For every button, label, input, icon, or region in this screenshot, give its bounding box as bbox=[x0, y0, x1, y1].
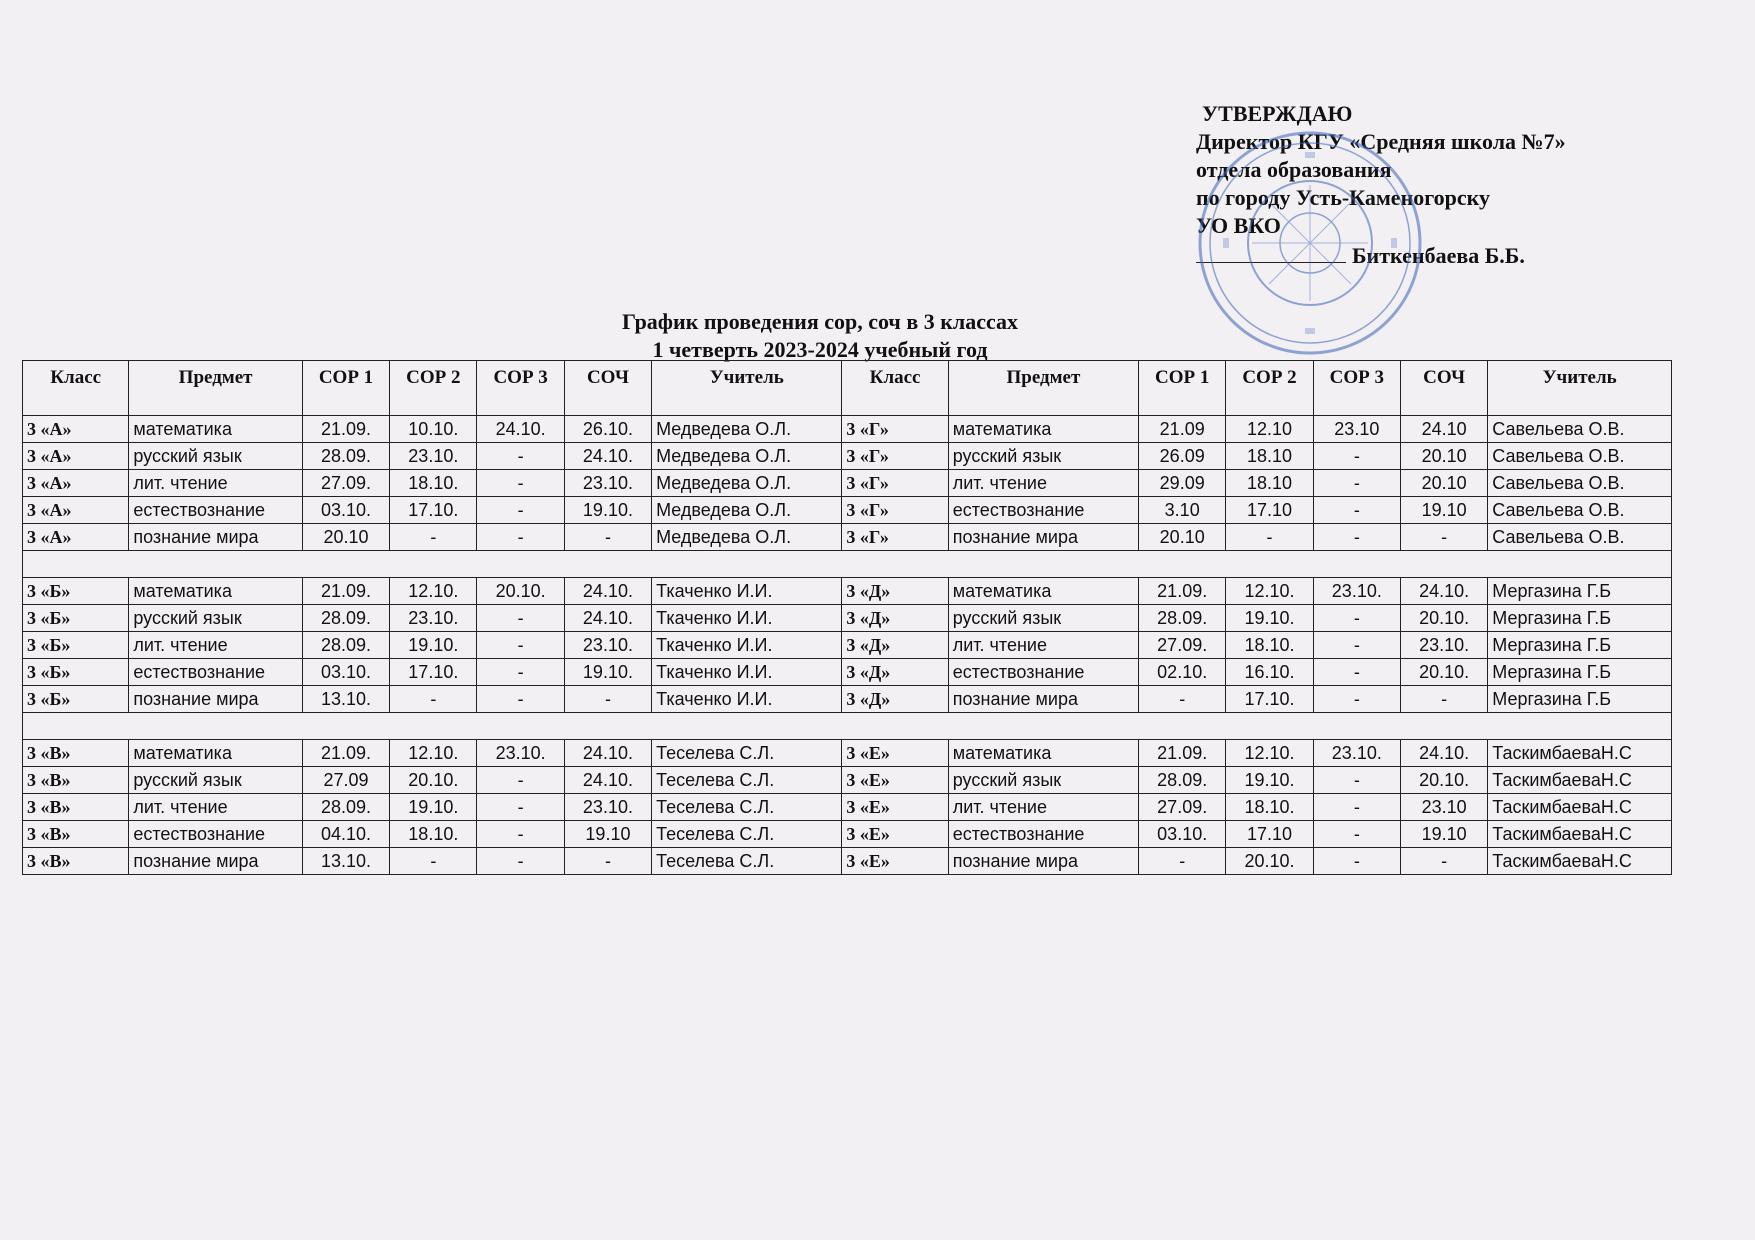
class-cell: 3 «В» bbox=[23, 767, 129, 794]
soch-cell: 24.10. bbox=[1400, 578, 1487, 605]
class-cell: 3 «В» bbox=[23, 794, 129, 821]
teacher-cell: Ткаченко И.И. bbox=[652, 659, 842, 686]
teacher-cell: ТаскимбаеваН.С bbox=[1488, 848, 1672, 875]
sor3-cell: - bbox=[477, 632, 564, 659]
soch-cell: 20.10. bbox=[1400, 605, 1487, 632]
subject-cell: математика bbox=[129, 578, 303, 605]
teacher-cell: Медведева О.Л. bbox=[652, 497, 842, 524]
table-row bbox=[23, 497, 1672, 524]
header-soch-left: СОЧ bbox=[564, 361, 651, 416]
table-row bbox=[23, 470, 1672, 497]
class-cell: 3 «А» bbox=[23, 524, 129, 551]
soch-cell: - bbox=[564, 686, 651, 713]
teacher-cell: Савельева О.В. bbox=[1488, 470, 1672, 497]
class-cell: 3 «В» bbox=[23, 740, 129, 767]
table-row bbox=[23, 794, 1672, 821]
class-cell: 3 «А» bbox=[23, 497, 129, 524]
subject-cell: познание мира bbox=[129, 686, 303, 713]
title-line-1: График проведения сор, соч в 3 классах bbox=[621, 309, 1019, 334]
sor1-cell: 13.10. bbox=[302, 848, 389, 875]
teacher-cell: Савельева О.В. bbox=[1488, 524, 1672, 551]
subject-cell: естествознание bbox=[948, 497, 1138, 524]
soch-cell: 23.10. bbox=[564, 794, 651, 821]
class-cell: 3 «Д» bbox=[842, 686, 948, 713]
sor1-cell: 02.10. bbox=[1139, 659, 1226, 686]
sor3-cell: - bbox=[1313, 605, 1400, 632]
subject-cell: естествознание bbox=[948, 821, 1138, 848]
approval-line-uo: УО ВКО bbox=[1196, 213, 1281, 238]
table-row bbox=[23, 686, 1672, 713]
sor2-cell: 19.10. bbox=[390, 794, 477, 821]
soch-cell: - bbox=[1400, 848, 1487, 875]
teacher-cell: Ткаченко И.И. bbox=[652, 632, 842, 659]
sor2-cell: 18.10. bbox=[1226, 794, 1313, 821]
sor2-cell: 19.10. bbox=[1226, 767, 1313, 794]
subject-cell: лит. чтение bbox=[129, 470, 303, 497]
class-cell: 3 «Б» bbox=[23, 578, 129, 605]
subject-cell: естествознание bbox=[129, 497, 303, 524]
class-cell: 3 «А» bbox=[23, 443, 129, 470]
sor3-cell: - bbox=[1313, 632, 1400, 659]
subject-cell: лит. чтение bbox=[129, 632, 303, 659]
class-cell: 3 «Е» bbox=[842, 740, 948, 767]
subject-cell: естествознание bbox=[129, 821, 303, 848]
teacher-cell: Мергазина Г.Б bbox=[1488, 659, 1672, 686]
table-row bbox=[23, 578, 1672, 605]
sor1-cell: 21.09. bbox=[302, 740, 389, 767]
teacher-cell: Теселева С.Л. bbox=[652, 740, 842, 767]
soch-cell: 26.10. bbox=[564, 416, 651, 443]
teacher-cell: ТаскимбаеваН.С bbox=[1488, 740, 1672, 767]
class-cell: 3 «В» bbox=[23, 848, 129, 875]
teacher-cell: Медведева О.Л. bbox=[652, 470, 842, 497]
sor1-cell: 27.09 bbox=[302, 767, 389, 794]
sor3-cell: - bbox=[1313, 497, 1400, 524]
subject-cell: русский язык bbox=[129, 605, 303, 632]
sor3-cell: 23.10. bbox=[1313, 740, 1400, 767]
table-header-row bbox=[23, 361, 1672, 416]
subject-cell: лит. чтение bbox=[948, 632, 1138, 659]
sor2-cell: 10.10. bbox=[390, 416, 477, 443]
class-cell: 3 «Д» bbox=[842, 632, 948, 659]
class-cell: 3 «Г» bbox=[842, 416, 948, 443]
sor3-cell: - bbox=[477, 524, 564, 551]
sor3-cell: - bbox=[477, 443, 564, 470]
table-row bbox=[23, 443, 1672, 470]
sor1-cell: 21.09. bbox=[1139, 740, 1226, 767]
table-body bbox=[23, 416, 1672, 875]
class-cell: 3 «Е» bbox=[842, 794, 948, 821]
sor1-cell: - bbox=[1139, 848, 1226, 875]
sor1-cell: 20.10 bbox=[302, 524, 389, 551]
subject-cell: естествознание bbox=[948, 659, 1138, 686]
teacher-cell: Теселева С.Л. bbox=[652, 794, 842, 821]
sor1-cell: 03.10. bbox=[1139, 821, 1226, 848]
soch-cell: 24.10. bbox=[564, 767, 651, 794]
sor1-cell: 20.10 bbox=[1139, 524, 1226, 551]
sor3-cell: - bbox=[1313, 794, 1400, 821]
subject-cell: познание мира bbox=[948, 524, 1138, 551]
signatory-name: Биткенбаева Б.Б. bbox=[1352, 243, 1525, 268]
sor3-cell: - bbox=[477, 497, 564, 524]
soch-cell: 23.10. bbox=[564, 632, 651, 659]
sor2-cell: 12.10. bbox=[1226, 740, 1313, 767]
block-separator-row bbox=[23, 713, 1672, 740]
soch-cell: 24.10. bbox=[564, 605, 651, 632]
soch-cell: 20.10. bbox=[1400, 767, 1487, 794]
sor3-cell: - bbox=[1313, 686, 1400, 713]
teacher-cell: Медведева О.Л. bbox=[652, 443, 842, 470]
header-soch-right: СОЧ bbox=[1400, 361, 1487, 416]
sor1-cell: 27.09. bbox=[302, 470, 389, 497]
sor2-cell: 12.10. bbox=[390, 578, 477, 605]
block-separator-row bbox=[23, 551, 1672, 578]
teacher-cell: Мергазина Г.Б bbox=[1488, 686, 1672, 713]
soch-cell: 20.10 bbox=[1400, 470, 1487, 497]
sor2-cell: 17.10 bbox=[1226, 497, 1313, 524]
sor3-cell: - bbox=[1313, 443, 1400, 470]
sor2-cell: - bbox=[390, 524, 477, 551]
subject-cell: лит. чтение bbox=[129, 794, 303, 821]
table-row bbox=[23, 659, 1672, 686]
teacher-cell: ТаскимбаеваН.С bbox=[1488, 794, 1672, 821]
sor1-cell: 21.09. bbox=[1139, 578, 1226, 605]
sor2-cell: 19.10. bbox=[390, 632, 477, 659]
sor2-cell: 19.10. bbox=[1226, 605, 1313, 632]
document-title bbox=[500, 308, 1140, 364]
teacher-cell: Теселева С.Л. bbox=[652, 767, 842, 794]
sor3-cell: 23.10. bbox=[477, 740, 564, 767]
sor3-cell: 23.10. bbox=[1313, 578, 1400, 605]
sor1-cell: 26.09 bbox=[1139, 443, 1226, 470]
sor1-cell: 04.10. bbox=[302, 821, 389, 848]
block-separator-cell bbox=[23, 551, 1672, 578]
sor1-cell: 28.09. bbox=[1139, 605, 1226, 632]
sor3-cell: - bbox=[477, 794, 564, 821]
sor1-cell: 28.09. bbox=[1139, 767, 1226, 794]
sor1-cell: 29.09 bbox=[1139, 470, 1226, 497]
subject-cell: познание мира bbox=[948, 686, 1138, 713]
soch-cell: 19.10 bbox=[1400, 497, 1487, 524]
table-row bbox=[23, 821, 1672, 848]
sor2-cell: 12.10. bbox=[390, 740, 477, 767]
teacher-cell: Ткаченко И.И. bbox=[652, 686, 842, 713]
sor2-cell: 18.10 bbox=[1226, 443, 1313, 470]
sor2-cell: 18.10. bbox=[390, 821, 477, 848]
class-cell: 3 «А» bbox=[23, 470, 129, 497]
subject-cell: лит. чтение bbox=[948, 470, 1138, 497]
subject-cell: математика bbox=[948, 740, 1138, 767]
sor1-cell: 27.09. bbox=[1139, 632, 1226, 659]
subject-cell: русский язык bbox=[129, 767, 303, 794]
table-row bbox=[23, 767, 1672, 794]
teacher-cell: Теселева С.Л. bbox=[652, 848, 842, 875]
soch-cell: 23.10. bbox=[1400, 632, 1487, 659]
soch-cell: 20.10. bbox=[1400, 659, 1487, 686]
table-row bbox=[23, 632, 1672, 659]
sor2-cell: - bbox=[390, 686, 477, 713]
class-cell: 3 «Г» bbox=[842, 524, 948, 551]
soch-cell: 19.10 bbox=[564, 821, 651, 848]
sor2-cell: - bbox=[1226, 524, 1313, 551]
sor2-cell: 23.10. bbox=[390, 605, 477, 632]
header-class-left: Класс bbox=[23, 361, 129, 416]
teacher-cell: Ткаченко И.И. bbox=[652, 578, 842, 605]
sor1-cell: 28.09. bbox=[302, 632, 389, 659]
sor3-cell: - bbox=[477, 659, 564, 686]
soch-cell: 23.10 bbox=[1400, 794, 1487, 821]
class-cell: 3 «Д» bbox=[842, 578, 948, 605]
teacher-cell: Савельева О.В. bbox=[1488, 416, 1672, 443]
class-cell: 3 «Е» bbox=[842, 821, 948, 848]
sor2-cell: 17.10. bbox=[390, 659, 477, 686]
class-cell: 3 «В» bbox=[23, 821, 129, 848]
header-sor2-left: СОР 2 bbox=[390, 361, 477, 416]
sor3-cell: - bbox=[477, 605, 564, 632]
sor3-cell: - bbox=[1313, 524, 1400, 551]
class-cell: 3 «Г» bbox=[842, 470, 948, 497]
soch-cell: 24.10. bbox=[564, 443, 651, 470]
class-cell: 3 «Г» bbox=[842, 497, 948, 524]
teacher-cell: Мергазина Г.Б bbox=[1488, 605, 1672, 632]
sor3-cell: - bbox=[477, 848, 564, 875]
subject-cell: естествознание bbox=[129, 659, 303, 686]
soch-cell: - bbox=[564, 524, 651, 551]
sor3-cell: 20.10. bbox=[477, 578, 564, 605]
subject-cell: русский язык bbox=[948, 605, 1138, 632]
header-sor1-right: СОР 1 bbox=[1139, 361, 1226, 416]
sor2-cell: 16.10. bbox=[1226, 659, 1313, 686]
class-cell: 3 «Б» bbox=[23, 659, 129, 686]
class-cell: 3 «А» bbox=[23, 416, 129, 443]
subject-cell: познание мира bbox=[129, 848, 303, 875]
header-subject-right: Предмет bbox=[948, 361, 1138, 416]
teacher-cell: Теселева С.Л. bbox=[652, 821, 842, 848]
class-cell: 3 «Д» bbox=[842, 659, 948, 686]
subject-cell: русский язык bbox=[129, 443, 303, 470]
teacher-cell: Медведева О.Л. bbox=[652, 416, 842, 443]
header-teacher-right: Учитель bbox=[1488, 361, 1672, 416]
sor3-cell: - bbox=[477, 821, 564, 848]
class-cell: 3 «Б» bbox=[23, 605, 129, 632]
sor1-cell: 28.09. bbox=[302, 605, 389, 632]
soch-cell: 24.10 bbox=[1400, 416, 1487, 443]
sor3-cell: 23.10 bbox=[1313, 416, 1400, 443]
class-cell: 3 «Б» bbox=[23, 686, 129, 713]
sor2-cell: 17.10 bbox=[1226, 821, 1313, 848]
teacher-cell: Медведева О.Л. bbox=[652, 524, 842, 551]
subject-cell: лит. чтение bbox=[948, 794, 1138, 821]
approval-heading: УТВЕРЖДАЮ bbox=[1202, 101, 1353, 126]
sor3-cell: - bbox=[1313, 659, 1400, 686]
subject-cell: познание мира bbox=[948, 848, 1138, 875]
sor1-cell: - bbox=[1139, 686, 1226, 713]
subject-cell: математика bbox=[948, 416, 1138, 443]
class-cell: 3 «Д» bbox=[842, 605, 948, 632]
subject-cell: математика bbox=[948, 578, 1138, 605]
teacher-cell: ТаскимбаеваН.С bbox=[1488, 767, 1672, 794]
soch-cell: 20.10 bbox=[1400, 443, 1487, 470]
sor3-cell: - bbox=[1313, 848, 1400, 875]
table-row bbox=[23, 848, 1672, 875]
header-sor1-left: СОР 1 bbox=[302, 361, 389, 416]
sor2-cell: 23.10. bbox=[390, 443, 477, 470]
sor2-cell: 17.10. bbox=[390, 497, 477, 524]
sor2-cell: 18.10. bbox=[1226, 632, 1313, 659]
sor3-cell: - bbox=[1313, 821, 1400, 848]
teacher-cell: ТаскимбаеваН.С bbox=[1488, 821, 1672, 848]
sor1-cell: 21.09. bbox=[302, 416, 389, 443]
table-row bbox=[23, 605, 1672, 632]
subject-cell: математика bbox=[129, 416, 303, 443]
sor3-cell: - bbox=[477, 767, 564, 794]
sor1-cell: 03.10. bbox=[302, 497, 389, 524]
sor2-cell: - bbox=[390, 848, 477, 875]
sor1-cell: 13.10. bbox=[302, 686, 389, 713]
sor2-cell: 18.10. bbox=[390, 470, 477, 497]
table-row bbox=[23, 740, 1672, 767]
header-subject-left: Предмет bbox=[129, 361, 303, 416]
class-cell: 3 «Г» bbox=[842, 443, 948, 470]
header-class-right: Класс bbox=[842, 361, 948, 416]
header-teacher-left: Учитель bbox=[652, 361, 842, 416]
sor2-cell: 20.10. bbox=[390, 767, 477, 794]
teacher-cell: Савельева О.В. bbox=[1488, 497, 1672, 524]
stamp-icon bbox=[1195, 128, 1425, 358]
subject-cell: математика bbox=[129, 740, 303, 767]
sor3-cell: - bbox=[1313, 470, 1400, 497]
title-line-2: 1 четверть 2023-2024 учебный год bbox=[652, 337, 988, 362]
teacher-cell: Мергазина Г.Б bbox=[1488, 632, 1672, 659]
header-sor3-left: СОР 3 bbox=[477, 361, 564, 416]
soch-cell: 24.10. bbox=[564, 578, 651, 605]
sor2-cell: 20.10. bbox=[1226, 848, 1313, 875]
sor1-cell: 28.09. bbox=[302, 794, 389, 821]
sor1-cell: 03.10. bbox=[302, 659, 389, 686]
teacher-cell: Мергазина Г.Б bbox=[1488, 578, 1672, 605]
soch-cell: 23.10. bbox=[564, 470, 651, 497]
teacher-cell: Ткаченко И.И. bbox=[652, 605, 842, 632]
soch-cell: - bbox=[1400, 686, 1487, 713]
soch-cell: - bbox=[1400, 524, 1487, 551]
sor1-cell: 21.09. bbox=[302, 578, 389, 605]
table-row bbox=[23, 524, 1672, 551]
sor3-cell: - bbox=[477, 686, 564, 713]
block-separator-cell bbox=[23, 713, 1672, 740]
approval-line-director: Директор КГУ «Средняя школа №7» bbox=[1196, 129, 1566, 154]
subject-cell: русский язык bbox=[948, 443, 1138, 470]
table-row bbox=[23, 416, 1672, 443]
sor3-cell: 24.10. bbox=[477, 416, 564, 443]
sor2-cell: 17.10. bbox=[1226, 686, 1313, 713]
sor1-cell: 3.10 bbox=[1139, 497, 1226, 524]
soch-cell: 19.10. bbox=[564, 659, 651, 686]
header-sor2-right: СОР 2 bbox=[1226, 361, 1313, 416]
approval-line-department: отдела образования bbox=[1196, 157, 1392, 182]
sor2-cell: 12.10. bbox=[1226, 578, 1313, 605]
soch-cell: 19.10. bbox=[564, 497, 651, 524]
approval-line-city: по городу Усть-Каменогорску bbox=[1196, 185, 1491, 210]
sor3-cell: - bbox=[1313, 767, 1400, 794]
header-sor3-right: СОР 3 bbox=[1313, 361, 1400, 416]
soch-cell: - bbox=[564, 848, 651, 875]
class-cell: 3 «Б» bbox=[23, 632, 129, 659]
subject-cell: познание мира bbox=[129, 524, 303, 551]
class-cell: 3 «Е» bbox=[842, 848, 948, 875]
soch-cell: 19.10 bbox=[1400, 821, 1487, 848]
schedule-table bbox=[22, 360, 1672, 875]
sor2-cell: 18.10 bbox=[1226, 470, 1313, 497]
soch-cell: 24.10. bbox=[564, 740, 651, 767]
sor3-cell: - bbox=[477, 470, 564, 497]
sor2-cell: 12.10 bbox=[1226, 416, 1313, 443]
sor1-cell: 28.09. bbox=[302, 443, 389, 470]
teacher-cell: Савельева О.В. bbox=[1488, 443, 1672, 470]
class-cell: 3 «Е» bbox=[842, 767, 948, 794]
sor1-cell: 21.09 bbox=[1139, 416, 1226, 443]
soch-cell: 24.10. bbox=[1400, 740, 1487, 767]
sor1-cell: 27.09. bbox=[1139, 794, 1226, 821]
subject-cell: русский язык bbox=[948, 767, 1138, 794]
